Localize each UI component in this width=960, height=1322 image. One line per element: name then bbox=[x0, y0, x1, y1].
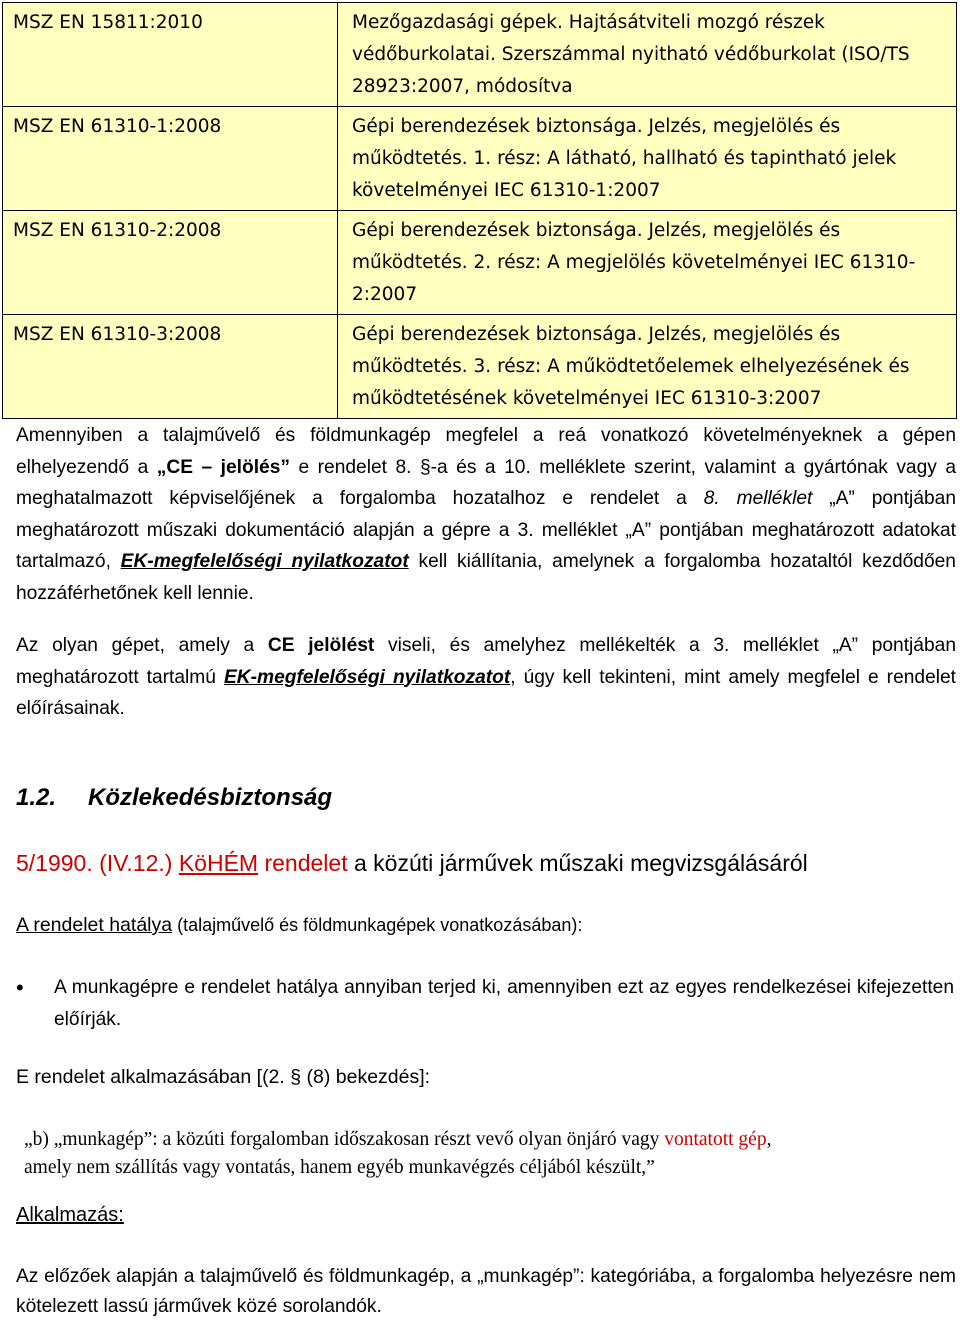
definition-quote bbox=[24, 1126, 954, 1182]
standard-row bbox=[3, 211, 957, 315]
standard-description-line: Gépi berendezések biztonsága. Jelzés, megjelölés és bbox=[352, 324, 841, 345]
standard-description bbox=[338, 315, 957, 419]
application-line: E rendelet alkalmazásában [(2. § (8) bekezdés]: bbox=[16, 1066, 431, 1088]
standard-description-line: működtetés. 2. rész: A megjelölés követelményei IEC 61310- bbox=[352, 252, 916, 273]
standard-row bbox=[3, 107, 957, 211]
bullet-dot-icon: • bbox=[16, 975, 24, 1000]
standard-description-line: Gépi berendezések biztonsága. Jelzés, megjelölés és bbox=[352, 220, 841, 241]
standard-description-line: működtetésének követelményei IEC 61310-3:2007 bbox=[352, 388, 822, 409]
quote-line2: amely nem szállítás vagy vontatás, hanem egyéb munkavégzés céljából készült,” bbox=[24, 1157, 655, 1178]
standard-description-line: működtetés. 3. rész: A működtetőelemek elhelyezésének és bbox=[352, 356, 910, 377]
paragraph-ce-marking bbox=[16, 420, 956, 609]
standard-description-line: Gépi berendezések biztonsága. Jelzés, megjelölés és bbox=[352, 116, 841, 137]
section-number: 1.2. bbox=[16, 784, 57, 811]
standard-description-line: védőburkolatai. Szerszámmal nyitható védőburkolat (ISO/TS bbox=[352, 44, 910, 65]
quote-red-text: vontatott gép bbox=[664, 1129, 767, 1150]
scope-paren: (talajművelő és földmunkagépek vonatkozásában): bbox=[172, 915, 583, 935]
standard-row bbox=[3, 315, 957, 419]
application-heading: Alkalmazás: bbox=[16, 1204, 124, 1226]
para1-text-c: e rendelet 8. §-a és a 10. melléklete szerint, valamint a gyártónak vagy a meghatalmazott képviselőjének a forgalomba hozatalhoz e rendelet a bbox=[16, 456, 957, 509]
scope-label: A rendelet hatálya bbox=[16, 914, 173, 936]
para1-text-a: Amennyiben a talajművelő és földmunkagép megfelel a reá vonatkozó követelményeknek a gépen elhelyezendő a bbox=[16, 425, 956, 478]
section-heading bbox=[16, 784, 332, 812]
standard-description bbox=[338, 211, 957, 315]
regulation-code: KöHÉM bbox=[178, 850, 259, 876]
regulation-ref: 5/1990. (IV.12.) bbox=[16, 850, 173, 876]
regulation-line bbox=[16, 850, 808, 877]
para2-text-c: viseli, és amelyhez mellékelték a 3. melléklet „A” pontjában meghatározott tartalmú bbox=[16, 635, 956, 688]
standard-description-line: követelményei IEC 61310-1:2007 bbox=[352, 180, 661, 201]
regulation-title: a közúti járművek műszaki megvizsgálásáról bbox=[347, 850, 808, 876]
standard-description-line: 28923:2007, módosítva bbox=[352, 76, 573, 97]
ek-declaration-text: EK-megfelelőségi nyilatkozatot bbox=[120, 551, 409, 572]
para2-text-a: Az olyan gépet, amely a bbox=[16, 635, 268, 656]
standard-code: MSZ EN 61310-1:2008 bbox=[3, 107, 338, 211]
bullet-text: A munkagépre e rendelet hatálya annyiban terjed ki, amennyiben ezt az egyes rendelkezései kifejezetten előírják. bbox=[54, 977, 954, 1030]
standard-description-line: 2:2007 bbox=[352, 284, 418, 305]
para1-text-g: kell kiállítania, amelynek a forgalomba hozataltól kezdődően hozzáférhetőnek kell lennie. bbox=[16, 551, 956, 604]
ce-marking-text: „CE – jelölés” bbox=[156, 456, 290, 478]
regulation-word: rendelet bbox=[264, 850, 348, 876]
section-title: Közlekedésbiztonság bbox=[88, 784, 333, 811]
para1-text-e: „A” pontjában meghatározott műszaki dokumentáció alapján a gépre a 3. melléklet „A” pontjában meghatározott adatokat tartalmazó, bbox=[16, 488, 957, 572]
conclusion-paragraph: Az előzőek alapján a talajművelő és földmunkagép, a „munkagép”: kategóriába, a forgalomba helyezésre nem kötelezett lassú járművek közé sorolandók. bbox=[16, 1266, 956, 1317]
standard-code: MSZ EN 61310-2:2008 bbox=[3, 211, 338, 315]
paragraph-ce-conformity bbox=[16, 630, 956, 725]
standard-code: MSZ EN 15811:2010 bbox=[3, 3, 338, 107]
ce-mark-bold: CE jelölést bbox=[267, 635, 375, 656]
para2-text-e: , úgy kell tekinteni, mint amely megfelel e rendelet előírásainak. bbox=[16, 666, 957, 719]
standard-description bbox=[338, 107, 957, 211]
standard-description bbox=[338, 3, 957, 107]
scope-line bbox=[16, 914, 582, 937]
ek-declaration-text-2: EK-megfelelőségi nyilatkozatot bbox=[223, 666, 511, 688]
quote-text-b: , bbox=[766, 1129, 772, 1150]
standard-code: MSZ EN 61310-3:2008 bbox=[3, 315, 338, 419]
standard-description-line: Mezőgazdasági gépek. Hajtásátviteli mozgó részek bbox=[352, 12, 825, 33]
quote-text-a: „b) „munkagép”: a közúti forgalomban időszakosan részt vevő olyan önjáró vagy bbox=[24, 1129, 665, 1150]
standard-row bbox=[3, 3, 957, 107]
standard-description-line: működtetés. 1. rész: A látható, hallható és tapintható jelek bbox=[352, 148, 897, 169]
standards-table bbox=[2, 2, 957, 419]
annex-8-text: 8. melléklet bbox=[703, 488, 813, 509]
